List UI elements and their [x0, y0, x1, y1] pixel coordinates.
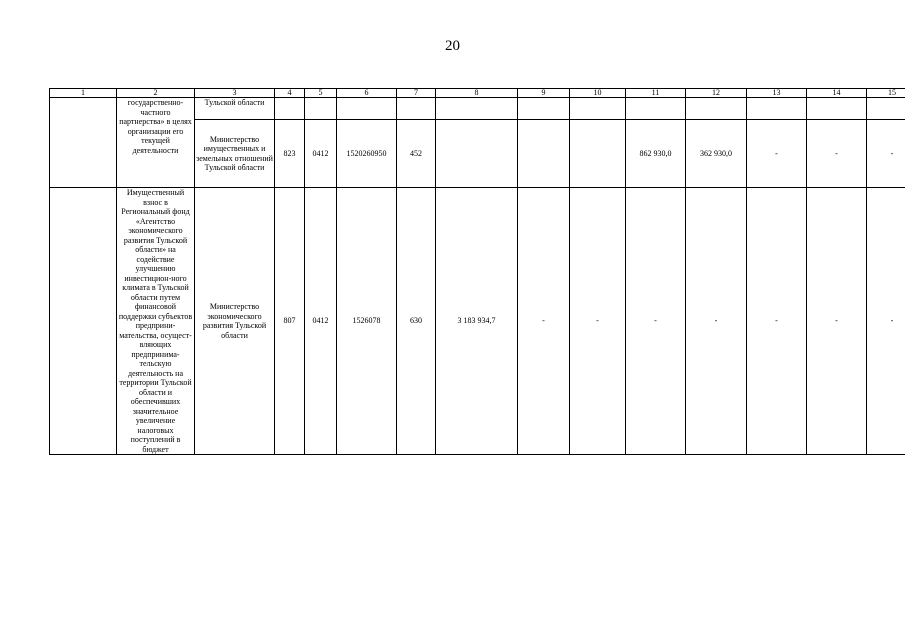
row-1-col-15: -	[867, 120, 905, 188]
header-row	[50, 89, 905, 98]
row-1-col-12: 362 930,0	[686, 120, 747, 188]
row-1-description: государственно-частного партнерства» в целях организации его текущей деятельности	[117, 98, 195, 188]
row-2-col-1	[50, 188, 117, 455]
column-header-15: 15	[867, 89, 905, 98]
column-header-5: 5	[305, 89, 337, 98]
column-header-10: 10	[570, 89, 626, 98]
row-1-col-7: 452	[397, 120, 436, 188]
column-header-11: 11	[626, 89, 686, 98]
column-header-12: 12	[686, 89, 747, 98]
row-1-blank-12	[686, 98, 747, 120]
column-header-4: 4	[275, 89, 305, 98]
column-header-13: 13	[747, 89, 807, 98]
row-1-organization: Министерство имущественных и земельных отношений Тульской области	[195, 120, 275, 188]
row-1-blank-4	[275, 98, 305, 120]
row-1-blank-15	[867, 98, 905, 120]
column-header-8: 8	[436, 89, 518, 98]
row-2-col-11: -	[626, 188, 686, 455]
row-1-blank-6	[337, 98, 397, 120]
row-1-col-8	[436, 120, 518, 188]
row-2-col-10: -	[570, 188, 626, 455]
row-1-col-4: 823	[275, 120, 305, 188]
row-2-col-13: -	[747, 188, 807, 455]
row-1-blank-9	[518, 98, 570, 120]
column-header-2: 2	[117, 89, 195, 98]
row-2-col-14: -	[807, 188, 867, 455]
row-1-blank-7	[397, 98, 436, 120]
row-2-description: Имущественный взнос в Региональный фонд «Агентство экономического развития Тульской области» на содействие улучшению инвестицион-ного климата в Тульской области путем финансовой поддержки субъектов предприни-мательства, осущест-вляющих предпринима-тельскую деятельность на территории Тульской области и обеспечивших значительное увеличение налоговых поступлений в бюджет	[117, 188, 195, 455]
row-1-col-14: -	[807, 120, 867, 188]
row-2-col-12: -	[686, 188, 747, 455]
row-1-blank-11	[626, 98, 686, 120]
column-header-1: 1	[50, 89, 117, 98]
row-2-col-7: 630	[397, 188, 436, 455]
row-2-col-15: -	[867, 188, 905, 455]
row-1-col-1	[50, 98, 117, 188]
row-1-col-11: 862 930,0	[626, 120, 686, 188]
row-1-blank-13	[747, 98, 807, 120]
column-header-14: 14	[807, 89, 867, 98]
row-1-blank-10	[570, 98, 626, 120]
row-1-blank-8	[436, 98, 518, 120]
row-2-col-5: 0412	[305, 188, 337, 455]
row-1-col-13: -	[747, 120, 807, 188]
row-2-col-4: 807	[275, 188, 305, 455]
row-1-col-6: 1520260950	[337, 120, 397, 188]
table-row	[50, 188, 905, 455]
row-1-blank-5	[305, 98, 337, 120]
page-number: 20	[445, 38, 460, 54]
column-header-6: 6	[337, 89, 397, 98]
row-2-col-8: 3 183 934,7	[436, 188, 518, 455]
table-row	[50, 98, 905, 120]
row-2-col-6: 1526078	[337, 188, 397, 455]
column-header-9: 9	[518, 89, 570, 98]
column-header-7: 7	[397, 89, 436, 98]
row-1-col-9	[518, 120, 570, 188]
row-2-col-9: -	[518, 188, 570, 455]
column-header-3: 3	[195, 89, 275, 98]
row-1-col-5: 0412	[305, 120, 337, 188]
row-1-col-10	[570, 120, 626, 188]
row-1-cont-organization: Тульской области	[195, 98, 275, 120]
budget-table	[49, 88, 905, 455]
row-1-blank-14	[807, 98, 867, 120]
row-2-organization: Министерство экономического развития Тульской области	[195, 188, 275, 455]
